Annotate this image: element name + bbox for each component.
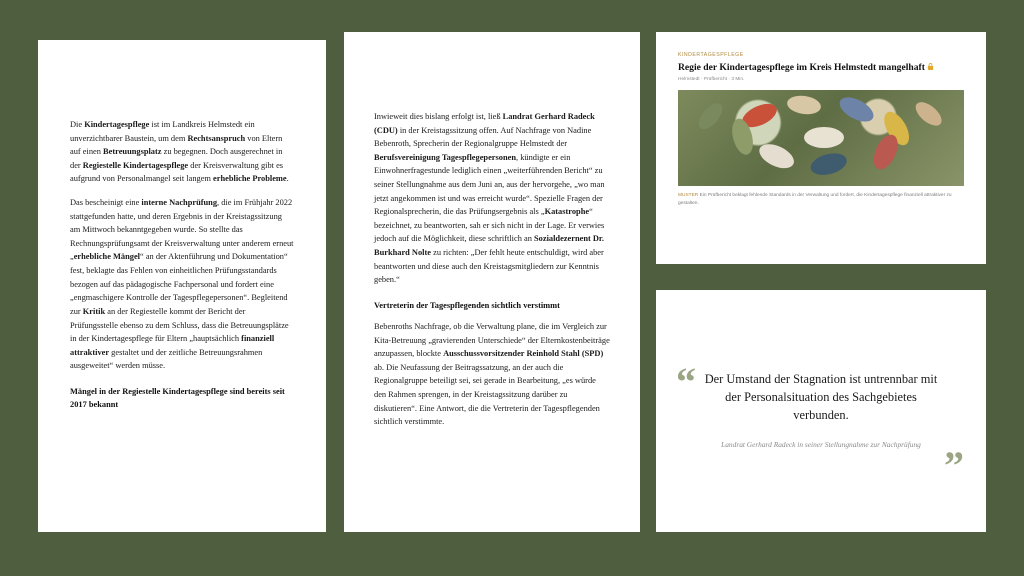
emphasis-text: Kindertagespflege xyxy=(84,120,150,129)
body-text: der Kreisverwaltung gibt es aufgrund von Personalmangel seit langem xyxy=(70,160,284,184)
teaser-image xyxy=(678,90,964,186)
body-text: “ bezeichnet, zu beantworten, sah er sich nicht in der Lage. Er verwies jedoch auf die Möglichkeit, diese schriftlich an xyxy=(374,207,605,244)
body-text: Bebenroths Nachfrage, ob die Verwaltung plane, die im Vergleich zur Kita-Betreuung „gravierenden Unterschiede“ der Elternkostenbeiträge anzupassen, blockte xyxy=(374,321,610,359)
paragraph-block-middle-top xyxy=(374,110,610,287)
emphasis-text: Regiestelle Kindertagespflege xyxy=(82,160,189,170)
body-text: Inwieweit dies bislang erfolgt ist, ließ xyxy=(374,112,503,121)
teaser-meta: Helmstedt · Prüfbericht · 3 Min. xyxy=(678,77,745,83)
emphasis-text: Ausschussvorsitzender Reinhold Stahl (SPD) xyxy=(443,349,604,359)
body-text: von Eltern auf einen xyxy=(70,133,283,157)
body-text: Das bescheinigt eine xyxy=(70,198,142,208)
article-teaser-card[interactable] xyxy=(656,32,986,264)
paragraph xyxy=(374,320,610,429)
paragraph-block-left xyxy=(70,118,294,373)
body-text: ist im Landkreis Helmstedt ein unverzichtbarer Baustein, um dem xyxy=(70,120,255,143)
body-text: in der Kreistagssitzung offen. Auf Nachfrage von Nadine Bebenroth, Sprecherin der Regionalgruppe Helmstedt der xyxy=(374,125,592,149)
body-text: , kündigte er ein Einwohnerfragestunde lediglich einen „weiterführenden Bericht“ zu seiner Stellungnahme aus dem Juni an, aus der hervorgehe, „wo man jetzt angekommen ist und was erreicht wurde“. Spezielle Fragen der Regionalsprecherin, die das Prüfungsergebnis als „ xyxy=(374,152,605,217)
emphasis-text: Betreuungsplatz xyxy=(103,147,162,157)
body-text: . xyxy=(286,174,289,184)
lock-icon xyxy=(927,62,934,71)
teaser-caption-source: MUSTER xyxy=(678,193,699,199)
text-card-middle xyxy=(344,32,640,532)
quote-text: Der Umstand der Stagnation ist untrennbar mit der Personalsituation des Sachgebietes verbunden. xyxy=(704,372,938,423)
emphasis-text: Rechtsanspruch xyxy=(187,133,246,143)
paragraph xyxy=(374,110,610,287)
paragraph xyxy=(70,118,294,186)
emphasis-text: Kritik xyxy=(82,306,106,316)
quote-attribution: Landrat Gerhard Radeck in seiner Stellungnahme zur Nachprüfung xyxy=(721,440,921,450)
subheading-middle: Vertreterin der Tagespflegenden sichtlich verstimmt xyxy=(374,300,560,310)
teaser-headline-text: Regie der Kindertagespflege im Kreis Helmstedt mangelhaft xyxy=(678,62,925,73)
body-text: “ an der Aktenführung und Dokumentation“ fest, beklagte das Fehlen von einheitlichen Prüfungsstandards bezogen auf das pädagogische Fachpersonal und fordert eine „engmaschigere Kontrolle der Tagespflegepersonen“. Begleitend zur xyxy=(70,252,288,316)
body-text: an der Regiestelle kommt der Bericht der Prüfungsstelle ebenso zu dem Schluss, dass die Betreuungsplätze in der Kindertagespflege für Eltern „hauptsächlich xyxy=(70,306,289,344)
teaser-caption-text: Ein Prüfbericht beklagt fehlende Standards in der Verwaltung und fordert, die Kindertagespflege finanziell attraktiver zu gestalten. xyxy=(678,193,952,206)
pull-quote-card: “ Der Umstand der Stagnation ist untrennbar mit der Personalsituation des Sachgebietes verbunden. Landrat Gerhard Radeck in seiner Stellungnahme zur Nachprüfung ” xyxy=(656,290,986,532)
subheading-left: Mängel in der Regiestelle Kindertagespflege sind bereits seit 2017 bekannt xyxy=(70,386,285,409)
body-text: zu begegnen. Doch ausgerechnet in der xyxy=(70,147,283,170)
emphasis-text: Katastrophe xyxy=(544,207,590,217)
teaser-kicker: KINDERTAGESPFLEGE xyxy=(678,52,744,58)
teaser-caption xyxy=(678,192,964,206)
body-text: Die xyxy=(70,120,85,129)
emphasis-text: erhebliche Mängel xyxy=(73,252,141,262)
body-text: ab. Die Neufassung der Beitragssatzung, an der auch die Regionalgruppe beteiligt sei, sei gerade in Bearbeitung, „es würde den Rahmen sprengen, in der Kreistagssitzung darüber zu diskutieren“. Eine Antwort, die die Vertreterin der Tagespflegenden sichtlich verstimmte. xyxy=(374,362,600,427)
emphasis-text: interne Nachprüfung xyxy=(141,198,218,208)
emphasis-text: Berufsvereinigung Tagespflegepersonen xyxy=(374,152,516,162)
text-card-left xyxy=(38,40,326,532)
emphasis-text: Landrat Gerhard Radeck (CDU) xyxy=(374,112,595,135)
teaser-headline[interactable] xyxy=(678,62,964,74)
emphasis-text: Sozialdezernent Dr. Burkhard Nolte xyxy=(374,234,604,258)
paragraph-block-middle-bottom xyxy=(374,320,610,429)
body-text: , die im Frühjahr 2022 stattgefunden hatte, und deren Ergebnis in der Kreistagssitzung am Mittwoch bekanntgegeben wurde. So stellte das Rechnungsprüfungsamt der Kreisverwaltung unter anderem erneut „ xyxy=(70,198,294,262)
teaser-image-figure xyxy=(804,127,844,148)
paragraph xyxy=(70,196,294,373)
body-text: zu richten: „Der fehlt heute entschuldigt, wird aber beantworten und diese auch den Kreistagsmitgliedern zur Kenntnis geben.“ xyxy=(374,248,604,285)
body-text: gestaltet und der zeitliche Betreuungsrahmen ausgeweitet“ werden müsse. xyxy=(70,347,263,371)
emphasis-text: finanziell attraktiver xyxy=(70,334,275,357)
emphasis-text: erhebliche Probleme xyxy=(213,174,287,184)
